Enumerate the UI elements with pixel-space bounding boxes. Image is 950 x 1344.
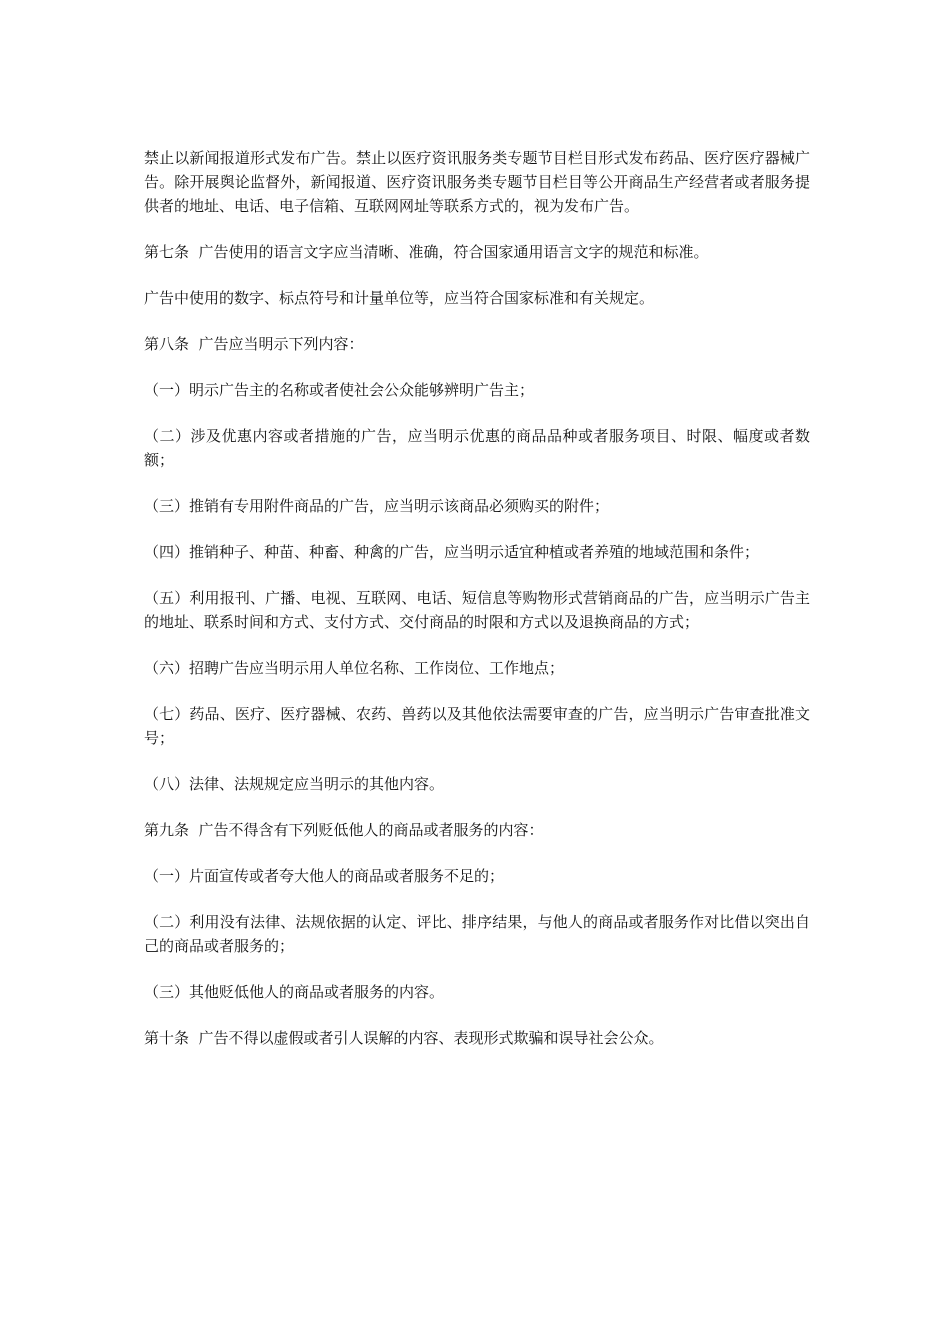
list-item-8-2: （二）涉及优惠内容或者措施的广告，应当明示优惠的商品品种或者服务项目、时限、幅度或者数额； [144,427,810,469]
paragraph-numbers-units: 广告中使用的数字、标点符号和计量单位等，应当符合国家标准和有关规定。 [144,289,655,307]
list-item-9-2: （二）利用没有法律、法规依据的认定、评比、排序结果，与他人的商品或者服务作对比借以突出自己的商品或者服务的； [144,913,810,955]
list-item-9-1: （一）片面宣传或者夸大他人的商品或者服务不足的； [144,867,505,885]
list-item-8-4: （四）推销种子、种苗、种畜、种禽的广告，应当明示适宜种植或者养殖的地域范围和条件； [144,543,760,561]
paragraph-news-format-ban: 禁止以新闻报道形式发布广告。禁止以医疗资讯服务类专题节目栏目形式发布药品、医疗医疗器械广告。除开展舆论监督外，新闻报道、医疗资讯服务类专题节目栏目等公开商品生产经营者或者服务提供者的地址、电话、电子信箱、互联网网址等联系方式的，视为发布广告。 [144,149,810,215]
paragraph-article-8: 第八条 广告应当明示下列内容： [144,335,364,353]
document-body [144,146,810,1072]
list-item-8-8: （八）法律、法规规定应当明示的其他内容。 [144,775,445,793]
list-item-8-3: （三）推销有专用附件商品的广告，应当明示该商品必须购买的附件； [144,497,610,515]
list-item-8-7: （七）药品、医疗、医疗器械、农药、兽药以及其他依法需要审查的广告，应当明示广告审查批准文号； [144,705,810,747]
list-item-8-1: （一）明示广告主的名称或者使社会公众能够辨明广告主； [144,381,535,399]
list-item-8-6: （六）招聘广告应当明示用人单位名称、工作岗位、工作地点； [144,659,565,677]
paragraph-article-10: 第十条 广告不得以虚假或者引人误解的内容、表现形式欺骗和误导社会公众。 [144,1029,664,1047]
list-item-9-3: （三）其他贬低他人的商品或者服务的内容。 [144,983,445,1001]
list-item-8-5: （五）利用报刊、广播、电视、互联网、电话、短信息等购物形式营销商品的广告，应当明示广告主的地址、联系时间和方式、支付方式、交付商品的时限和方式以及退换商品的方式； [144,589,810,631]
paragraph-article-9: 第九条 广告不得含有下列贬低他人的商品或者服务的内容： [144,821,544,839]
paragraph-article-7: 第七条 广告使用的语言文字应当清晰、准确，符合国家通用语言文字的规范和标准。 [144,243,709,261]
